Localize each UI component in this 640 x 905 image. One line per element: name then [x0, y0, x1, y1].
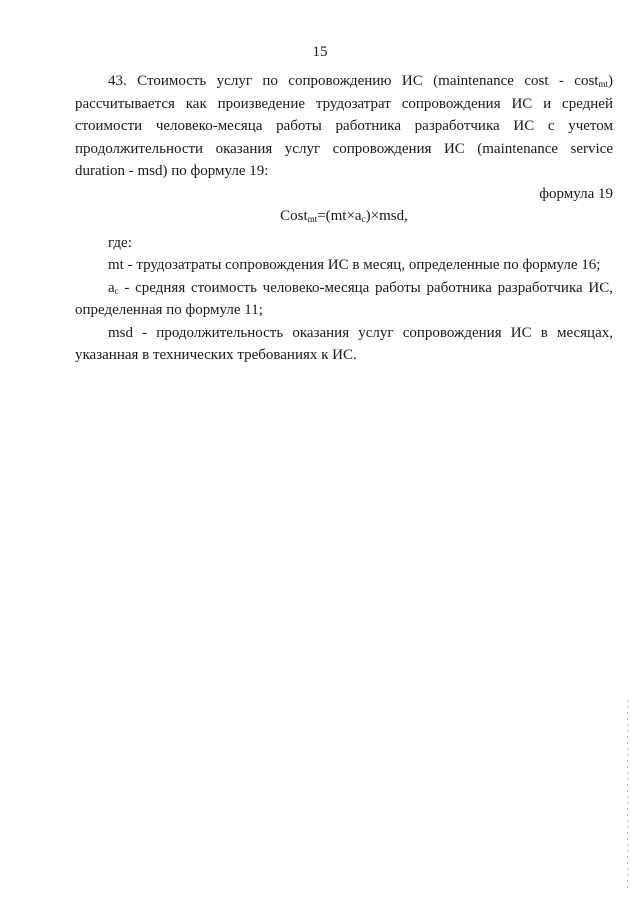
- page-number: 15: [312, 44, 328, 60]
- where-label: где:: [108, 234, 132, 251]
- paragraph-43-close-paren: ): [608, 73, 613, 89]
- cost-mt-subscript: mt: [598, 79, 608, 89]
- definition-ac-subscript: c: [114, 285, 119, 296]
- paragraph-43: [75, 70, 613, 183]
- formula-middle: =(mt×a: [317, 208, 362, 224]
- definition-mt: mt - трудозатраты сопровождения ИС в месяц, определенные по формуле 16;: [108, 257, 601, 273]
- scan-edge-artifact: [627, 700, 628, 890]
- formula-cost: Cost: [280, 208, 308, 224]
- formula-a-subscript: c: [361, 214, 366, 224]
- definition-msd: msd - продолжительность оказания услуг сопровождения ИС в месяцах, указанная в технических требованиях к ИС.: [75, 324, 613, 363]
- formula-cost-subscript: mt: [307, 214, 318, 224]
- formula-end: )×msd,: [365, 208, 408, 224]
- formula-19: [75, 205, 613, 228]
- definition-ac-text: - средняя стоимость человеко-месяца работы работника разработчика ИС, определенная по формуле 11;: [75, 279, 613, 318]
- paragraph-43-lead: 43. Стоимость услуг по сопровождению ИС (maintenance cost - cost: [108, 73, 599, 89]
- formula-label: формула 19: [539, 185, 613, 202]
- definition-ac: [75, 277, 613, 322]
- definition-ac-symbol: a: [108, 279, 115, 296]
- document-body: [75, 70, 613, 367]
- paragraph-43-body: рассчитывается как произведение трудозатрат сопровождения ИС и средней стоимости человеко-месяца работы работника разработчика ИС с учетом продолжительности оказания услуг сопровождения ИС (maintenance service duration - msd) по формуле 19:: [75, 95, 613, 179]
